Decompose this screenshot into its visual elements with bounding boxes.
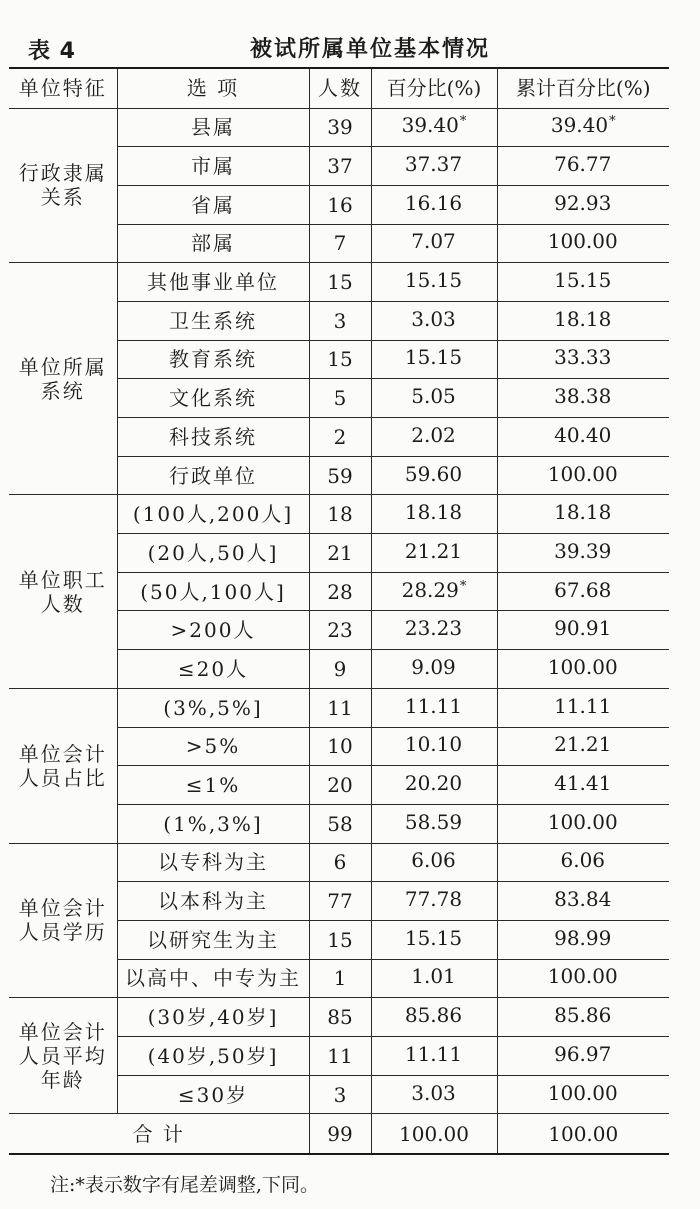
group-label-cell bbox=[9, 688, 117, 843]
percent-cell bbox=[371, 998, 497, 1037]
table-row bbox=[9, 998, 669, 1037]
cumulative-cell-value: 18.18 bbox=[554, 500, 612, 525]
cumulative-cell bbox=[497, 263, 669, 302]
count-cell-value: 3 bbox=[333, 308, 347, 333]
table-row bbox=[9, 843, 669, 882]
count-cell bbox=[309, 224, 371, 263]
group-label-line: 人员学历 bbox=[18, 920, 107, 945]
count-cell-value: 11 bbox=[327, 1043, 353, 1068]
option-cell bbox=[117, 108, 309, 147]
total-row bbox=[9, 1114, 669, 1154]
count-cell bbox=[309, 611, 371, 650]
percent-cell bbox=[371, 456, 497, 495]
count-cell bbox=[309, 185, 371, 224]
group-label-line: 行政隶属 bbox=[18, 161, 107, 186]
count-cell-value: 9 bbox=[333, 656, 347, 681]
percent-cell-value: 21.21 bbox=[404, 538, 463, 563]
option-cell bbox=[117, 611, 309, 650]
cumulative-cell bbox=[497, 185, 669, 224]
group-label-line: 年龄 bbox=[40, 1067, 85, 1092]
percent-cell-value: 15.15 bbox=[404, 925, 463, 950]
percent-cell-value: 18.18 bbox=[404, 500, 463, 525]
count-cell-value: 85 bbox=[327, 1005, 353, 1030]
cumulative-cell-value: 100.00 bbox=[547, 654, 618, 679]
option-cell bbox=[117, 688, 309, 727]
percent-cell-value: 7.07 bbox=[411, 229, 456, 254]
group-label-line: 单位所属 bbox=[18, 354, 107, 379]
option-cell-value: >5% bbox=[185, 734, 241, 759]
cumulative-cell bbox=[497, 804, 669, 843]
count-cell bbox=[309, 301, 371, 340]
group-label-cell bbox=[9, 495, 117, 688]
count-cell bbox=[309, 340, 371, 379]
option-cell bbox=[117, 998, 309, 1037]
table-row bbox=[9, 263, 669, 302]
cumulative-cell bbox=[497, 456, 669, 495]
option-cell-value: 卫生系统 bbox=[169, 308, 257, 333]
percent-cell-value: 77.78 bbox=[404, 887, 463, 912]
header-row bbox=[9, 68, 669, 108]
percent-cell-value: 28.29 bbox=[401, 577, 459, 602]
group-label-line: 人员平均 bbox=[18, 1043, 107, 1068]
option-cell-value: 省属 bbox=[191, 192, 235, 217]
option-cell-value: 县属 bbox=[191, 115, 235, 140]
count-cell bbox=[309, 650, 371, 689]
count-cell-value: 10 bbox=[327, 734, 353, 759]
option-cell-value: 以高中、中专为主 bbox=[125, 966, 301, 991]
percent-cell bbox=[371, 185, 497, 224]
cumulative-cell-value: 85.86 bbox=[554, 1003, 612, 1028]
count-cell bbox=[309, 534, 371, 573]
cumulative-cell-value: 33.33 bbox=[554, 345, 612, 370]
cumulative-cell bbox=[497, 843, 669, 882]
option-cell-value: (30岁,40岁] bbox=[147, 1005, 279, 1030]
group-label-cell bbox=[9, 843, 117, 998]
cumulative-cell-value: 90.91 bbox=[554, 616, 612, 641]
cumulative-cell-value: 100.00 bbox=[547, 229, 618, 254]
count-cell-value: 6 bbox=[333, 850, 347, 875]
option-cell-value: ≤20人 bbox=[177, 656, 249, 681]
cumulative-cell bbox=[497, 611, 669, 650]
header-cell: 累计百分比(%) bbox=[497, 68, 669, 108]
cumulative-cell-value: 39.40 bbox=[550, 113, 609, 138]
cumulative-cell bbox=[497, 688, 669, 727]
count-cell-value: 16 bbox=[327, 192, 353, 217]
cumulative-cell bbox=[497, 108, 669, 147]
option-cell-value: 部属 bbox=[191, 231, 235, 256]
percent-cell bbox=[371, 108, 497, 147]
percent-cell-value: 23.23 bbox=[404, 616, 463, 641]
percent-cell bbox=[371, 611, 497, 650]
cumulative-cell bbox=[497, 301, 669, 340]
percent-cell bbox=[371, 572, 497, 611]
table-caption bbox=[0, 0, 700, 70]
option-cell bbox=[117, 882, 309, 921]
percent-cell bbox=[371, 379, 497, 418]
count-cell bbox=[309, 882, 371, 921]
cumulative-cell-value: 100.00 bbox=[547, 461, 618, 486]
percent-cell bbox=[371, 843, 497, 882]
cumulative-cell-value: 83.84 bbox=[554, 887, 612, 912]
table-body bbox=[9, 68, 669, 1154]
cumulative-cell-value: 6.06 bbox=[560, 848, 606, 873]
option-cell bbox=[117, 301, 309, 340]
cumulative-cell bbox=[497, 534, 669, 573]
option-cell bbox=[117, 804, 309, 843]
percent-cell bbox=[371, 766, 497, 805]
count-cell-value: 3 bbox=[333, 1082, 347, 1107]
cumulative-cell-value: 38.38 bbox=[554, 384, 612, 409]
group-label-line: 人员占比 bbox=[18, 765, 107, 790]
count-cell-value: 59 bbox=[327, 463, 353, 488]
header-cell: 人数 bbox=[309, 68, 371, 108]
count-cell-value: 15 bbox=[327, 347, 353, 372]
total-count-cell: 99 bbox=[309, 1114, 371, 1154]
adjustment-mark: * bbox=[459, 578, 467, 594]
table-footnote: 注:*表示数字有尾差调整,下同。 bbox=[50, 1174, 319, 1196]
option-cell-value: >200人 bbox=[170, 618, 256, 643]
count-cell bbox=[309, 1037, 371, 1076]
count-cell bbox=[309, 766, 371, 805]
cumulative-cell-value: 100.00 bbox=[547, 964, 618, 989]
count-cell-value: 15 bbox=[327, 927, 353, 952]
cumulative-cell-value: 92.93 bbox=[554, 190, 612, 215]
percent-cell-value: 20.20 bbox=[404, 771, 463, 796]
cumulative-cell-value: 98.99 bbox=[554, 925, 612, 950]
cumulative-cell bbox=[497, 650, 669, 689]
percent-cell bbox=[371, 224, 497, 263]
header-cell: 单位特征 bbox=[9, 68, 117, 108]
cumulative-cell-value: 18.18 bbox=[554, 306, 612, 331]
count-cell-value: 77 bbox=[327, 889, 353, 914]
percent-cell bbox=[371, 882, 497, 921]
total-pct-cell: 100.00 bbox=[371, 1114, 497, 1154]
cumulative-cell-value: 41.41 bbox=[554, 771, 612, 796]
cumulative-cell-value: 15.15 bbox=[554, 268, 612, 293]
percent-cell-value: 15.15 bbox=[404, 345, 463, 370]
cumulative-cell bbox=[497, 766, 669, 805]
count-cell-value: 15 bbox=[327, 270, 353, 295]
cumulative-cell bbox=[497, 572, 669, 611]
cumulative-cell bbox=[497, 418, 669, 457]
count-cell-value: 28 bbox=[327, 579, 353, 604]
percent-cell bbox=[371, 147, 497, 186]
count-cell bbox=[309, 998, 371, 1037]
option-cell-value: ≤1% bbox=[185, 773, 241, 798]
percent-cell-value: 5.05 bbox=[411, 384, 456, 409]
percent-cell bbox=[371, 959, 497, 998]
count-cell bbox=[309, 959, 371, 998]
option-cell bbox=[117, 418, 309, 457]
group-label-line: 单位会计 bbox=[18, 741, 107, 766]
count-cell-value: 39 bbox=[327, 115, 353, 140]
cumulative-cell-value: 21.21 bbox=[554, 732, 612, 757]
count-cell bbox=[309, 1075, 371, 1114]
percent-cell-value: 15.15 bbox=[404, 268, 463, 293]
option-cell bbox=[117, 456, 309, 495]
cumulative-cell bbox=[497, 998, 669, 1037]
group-label-line: 系统 bbox=[40, 378, 85, 403]
total-label: 合 计 bbox=[9, 1114, 309, 1154]
option-cell bbox=[117, 650, 309, 689]
percent-cell bbox=[371, 920, 497, 959]
cumulative-cell bbox=[497, 1037, 669, 1076]
count-cell-value: 7 bbox=[333, 231, 347, 256]
option-cell-value: 科技系统 bbox=[169, 424, 257, 449]
cumulative-cell-value: 96.97 bbox=[554, 1041, 612, 1066]
percent-cell bbox=[371, 650, 497, 689]
option-cell-value: 其他事业单位 bbox=[147, 270, 279, 295]
option-cell bbox=[117, 185, 309, 224]
count-cell-value: 20 bbox=[327, 773, 353, 798]
option-cell-value: (20人,50人] bbox=[147, 540, 279, 565]
count-cell bbox=[309, 263, 371, 302]
count-cell-value: 23 bbox=[327, 618, 353, 643]
option-cell-value: 文化系统 bbox=[169, 386, 257, 411]
option-cell-value: 教育系统 bbox=[169, 347, 257, 372]
count-cell bbox=[309, 688, 371, 727]
percent-cell bbox=[371, 804, 497, 843]
cumulative-cell-value: 11.11 bbox=[554, 693, 612, 718]
cumulative-cell bbox=[497, 727, 669, 766]
cumulative-cell-value: 40.40 bbox=[554, 422, 612, 447]
percent-cell bbox=[371, 727, 497, 766]
percent-cell bbox=[371, 418, 497, 457]
percent-cell-value: 10.10 bbox=[404, 732, 463, 757]
count-cell-value: 5 bbox=[333, 386, 347, 411]
count-cell bbox=[309, 147, 371, 186]
count-cell bbox=[309, 418, 371, 457]
cumulative-cell bbox=[497, 340, 669, 379]
percent-cell-value: 37.37 bbox=[404, 152, 463, 177]
option-cell bbox=[117, 920, 309, 959]
cumulative-cell bbox=[497, 1075, 669, 1114]
count-cell bbox=[309, 572, 371, 611]
count-cell bbox=[309, 920, 371, 959]
adjustment-mark: * bbox=[459, 114, 467, 130]
percent-cell-value: 6.06 bbox=[411, 848, 456, 873]
count-cell-value: 11 bbox=[327, 695, 353, 720]
cumulative-cell bbox=[497, 959, 669, 998]
table-number: 表 4 bbox=[28, 39, 76, 64]
cumulative-cell bbox=[497, 882, 669, 921]
table-row bbox=[9, 108, 669, 147]
option-cell bbox=[117, 224, 309, 263]
option-cell bbox=[117, 572, 309, 611]
count-cell-value: 37 bbox=[327, 154, 353, 179]
cumulative-cell-value: 100.00 bbox=[547, 809, 618, 834]
option-cell-value: (1%,3%] bbox=[163, 811, 263, 836]
option-cell-value: (100人,200人] bbox=[132, 502, 294, 527]
count-cell bbox=[309, 108, 371, 147]
group-label-cell bbox=[9, 263, 117, 495]
cumulative-cell bbox=[497, 224, 669, 263]
percent-cell-value: 3.03 bbox=[411, 1080, 456, 1105]
count-cell-value: 2 bbox=[333, 424, 347, 449]
option-cell-value: ≤30岁 bbox=[177, 1082, 249, 1107]
option-cell-value: 市属 bbox=[191, 154, 235, 179]
group-label-cell bbox=[9, 998, 117, 1114]
percent-cell-value: 3.03 bbox=[411, 306, 456, 331]
percent-cell bbox=[371, 1037, 497, 1076]
count-cell bbox=[309, 843, 371, 882]
count-cell bbox=[309, 456, 371, 495]
percent-cell bbox=[371, 495, 497, 534]
count-cell bbox=[309, 379, 371, 418]
count-cell-value: 18 bbox=[327, 502, 353, 527]
percent-cell bbox=[371, 1075, 497, 1114]
percent-cell-value: 85.86 bbox=[404, 1003, 463, 1028]
data-table bbox=[9, 67, 669, 1155]
option-cell bbox=[117, 1075, 309, 1114]
percent-cell bbox=[371, 688, 497, 727]
cumulative-cell-value: 100.00 bbox=[547, 1080, 618, 1105]
header-cell: 百分比(%) bbox=[371, 68, 497, 108]
option-cell bbox=[117, 263, 309, 302]
percent-cell-value: 11.11 bbox=[404, 1041, 463, 1066]
percent-cell-value: 16.16 bbox=[404, 190, 463, 215]
percent-cell-value: 1.01 bbox=[411, 964, 456, 989]
cumulative-cell bbox=[497, 379, 669, 418]
total-cum-cell: 100.00 bbox=[497, 1114, 669, 1154]
percent-cell-value: 2.02 bbox=[411, 422, 456, 447]
option-cell-value: 以研究生为主 bbox=[147, 927, 279, 952]
option-cell bbox=[117, 379, 309, 418]
cumulative-cell-value: 67.68 bbox=[554, 577, 612, 602]
percent-cell-value: 59.60 bbox=[404, 461, 463, 486]
percent-cell bbox=[371, 263, 497, 302]
group-label-line: 单位职工 bbox=[18, 567, 107, 592]
count-cell bbox=[309, 804, 371, 843]
header-cell: 选 项 bbox=[117, 68, 309, 108]
table-title: 被试所属单位基本情况 bbox=[250, 37, 491, 62]
option-cell bbox=[117, 340, 309, 379]
option-cell bbox=[117, 1037, 309, 1076]
count-cell-value: 1 bbox=[333, 966, 347, 991]
option-cell-value: 行政单位 bbox=[169, 463, 257, 488]
option-cell bbox=[117, 727, 309, 766]
percent-cell bbox=[371, 534, 497, 573]
cumulative-cell-value: 39.39 bbox=[554, 538, 612, 563]
percent-cell-value: 9.09 bbox=[411, 654, 456, 679]
option-cell bbox=[117, 534, 309, 573]
percent-cell bbox=[371, 340, 497, 379]
table-row bbox=[9, 495, 669, 534]
count-cell-value: 58 bbox=[327, 811, 353, 836]
count-cell bbox=[309, 727, 371, 766]
option-cell bbox=[117, 147, 309, 186]
cumulative-cell bbox=[497, 147, 669, 186]
option-cell-value: (3%,5%] bbox=[163, 695, 263, 720]
percent-cell-value: 11.11 bbox=[404, 693, 463, 718]
percent-cell bbox=[371, 301, 497, 340]
percent-cell-value: 58.59 bbox=[404, 809, 463, 834]
option-cell-value: 以专科为主 bbox=[158, 850, 268, 875]
cumulative-cell bbox=[497, 920, 669, 959]
group-label-line: 关系 bbox=[40, 185, 85, 210]
option-cell-value: (40岁,50岁] bbox=[147, 1043, 279, 1068]
option-cell bbox=[117, 766, 309, 805]
group-label-line: 人数 bbox=[40, 591, 85, 616]
count-cell-value: 21 bbox=[327, 540, 353, 565]
adjustment-mark: * bbox=[609, 114, 616, 130]
group-label-cell bbox=[9, 108, 117, 263]
table-row bbox=[9, 688, 669, 727]
group-label-line: 单位会计 bbox=[18, 1019, 107, 1044]
cumulative-cell-value: 76.77 bbox=[554, 152, 612, 177]
option-cell bbox=[117, 959, 309, 998]
count-cell bbox=[309, 495, 371, 534]
cumulative-cell bbox=[497, 495, 669, 534]
option-cell bbox=[117, 495, 309, 534]
group-label-line: 单位会计 bbox=[18, 896, 107, 921]
option-cell-value: (50人,100人] bbox=[140, 579, 286, 604]
option-cell bbox=[117, 843, 309, 882]
percent-cell-value: 39.40 bbox=[401, 113, 459, 138]
option-cell-value: 以本科为主 bbox=[158, 889, 268, 914]
